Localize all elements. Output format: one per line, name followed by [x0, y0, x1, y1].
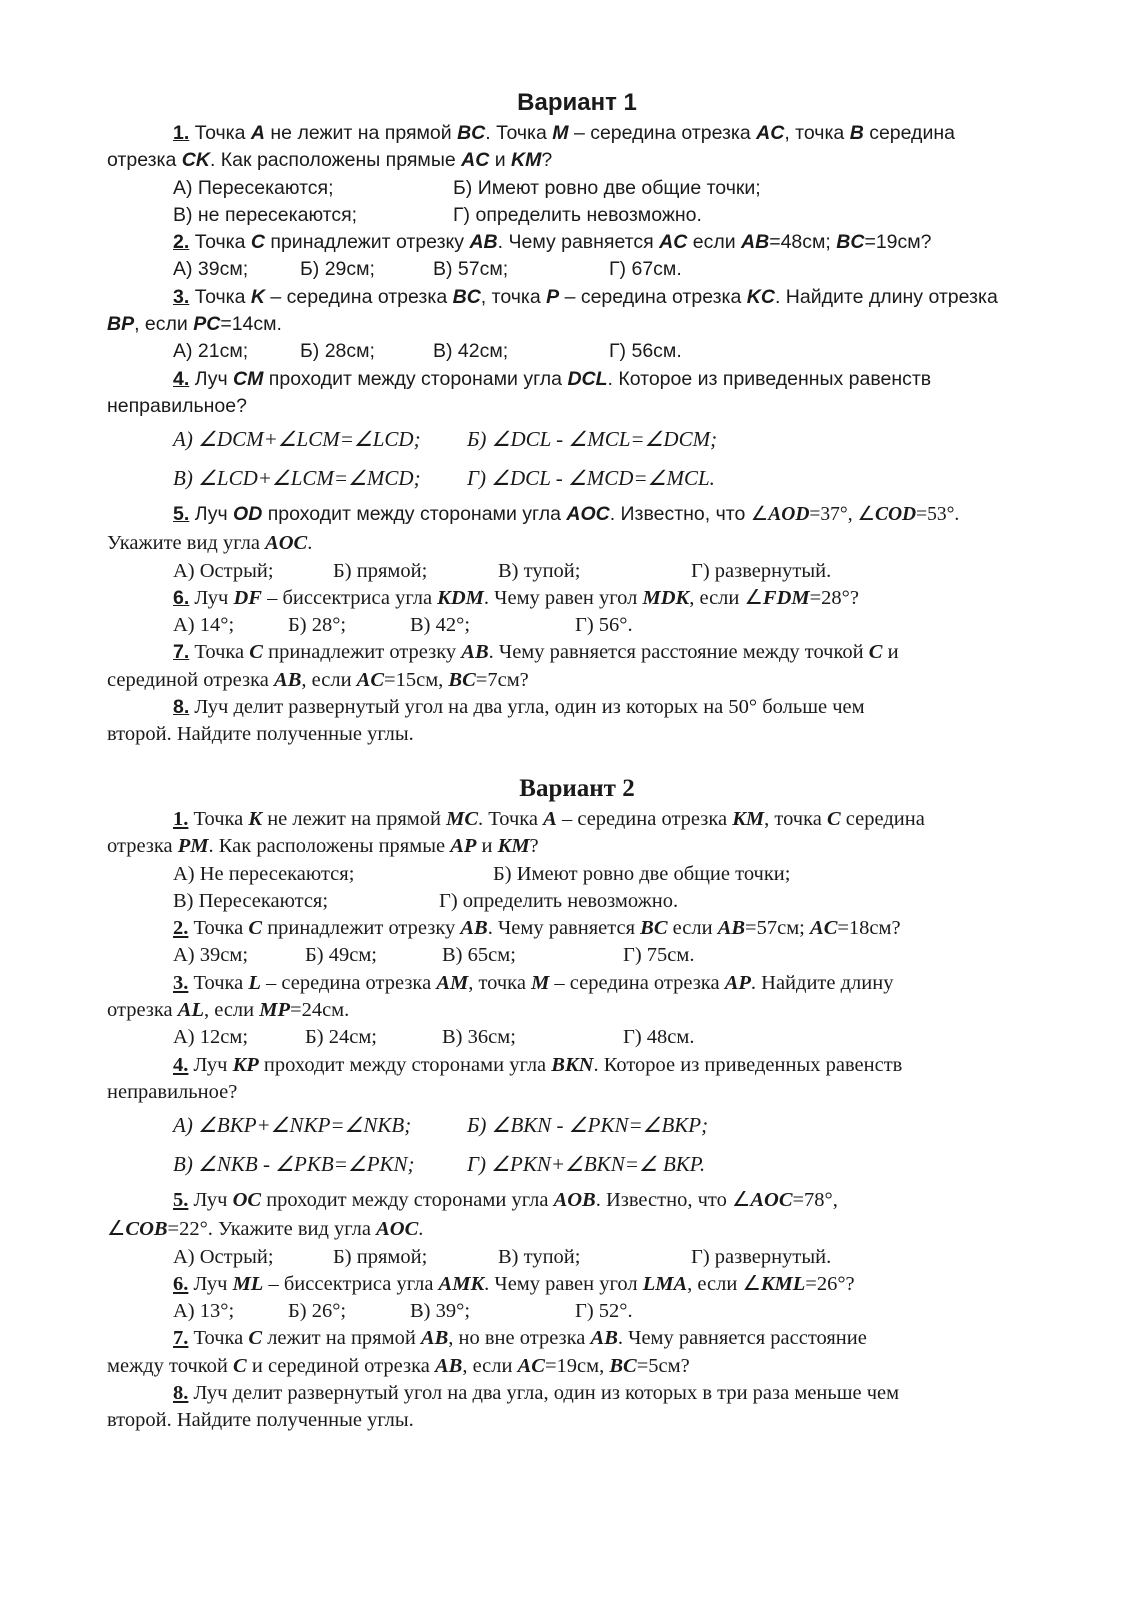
- option-a: А) 13°;: [173, 1300, 235, 1323]
- v1-q7-line1: 7. Точка C принадлежит отрезку AB. Чему равняется расстояние между точкой C и: [173, 641, 899, 664]
- question-number: 5.: [173, 1189, 189, 1212]
- question-number: 7.: [173, 1327, 189, 1350]
- option-d: Г) определить невозможно.: [439, 889, 679, 912]
- v2-q5-options: [107, 1244, 1047, 1271]
- question-number: 2.: [173, 917, 189, 940]
- v1-q5-line2: Укажите вид угла AOC.: [107, 532, 313, 555]
- v2-q1-options-row2: [107, 888, 1047, 915]
- option-d: Г) 56°.: [575, 614, 633, 637]
- v2-q1-options-row1: [107, 861, 1047, 888]
- option-a: А) ∠BKP+∠NKP=∠NKB;: [173, 1113, 412, 1138]
- variant-1: [107, 86, 1047, 749]
- option-c: В) тупой;: [498, 559, 581, 582]
- v1-q1-line2: отрезка CK. Как расположены прямые AC и KM?: [107, 149, 553, 172]
- v1-q4-options-row2: [107, 459, 1047, 498]
- question-number: 5.: [173, 503, 190, 526]
- v1-q4-line1: 4. Луч CM проходит между сторонами угла DCL. Которое из приведенных равенств: [173, 367, 932, 390]
- option-a: А) Не пересекаются;: [173, 862, 355, 885]
- v1-q2-line1: 2. Точка C принадлежит отрезку AB. Чему равняется AC если AB=48см; BC=19см?: [173, 231, 932, 254]
- question-number: 7.: [173, 641, 190, 664]
- question-number: 6.: [173, 1272, 189, 1295]
- v2-q4-options-row2: [107, 1145, 1047, 1184]
- option-a: А) Пересекаются;: [173, 176, 334, 199]
- option-a: А) 12см;: [173, 1026, 249, 1049]
- option-b: Б) Имеют ровно две общие точки;: [493, 862, 791, 885]
- option-b: Б) 29см;: [300, 258, 375, 281]
- option-d: Г) 56см.: [609, 340, 682, 363]
- option-c: В) не пересекаются;: [173, 203, 358, 226]
- option-d: Г) 48см.: [623, 1026, 695, 1049]
- v1-q1-line1: 1. Точка A не лежит на прямой BC. Точка M – середина отрезка AC, точка B середина: [173, 122, 955, 144]
- v2-q2-options: [107, 942, 1047, 969]
- option-b: Б) ∠BKN - ∠PKN=∠BKP;: [467, 1113, 709, 1138]
- option-b: Б) ∠DCL - ∠MCL=∠DCM;: [467, 427, 718, 452]
- option-c: В) ∠LCD+∠LCM=∠MCD;: [173, 466, 421, 491]
- v2-q7-line2: между точкой C и серединой отрезка AB, если AC=19см, BC=5см?: [107, 1354, 690, 1377]
- option-d: Г) 67см.: [609, 258, 682, 281]
- v1-q3-options: [107, 338, 1047, 365]
- option-c: В) 39°;: [410, 1300, 471, 1323]
- option-c: В) Пересекаются;: [173, 889, 329, 912]
- v2-q2-line1: 2. Точка C принадлежит отрезку AB. Чему равняется BC если AB=57см; AC=18см?: [173, 917, 901, 940]
- option-d: Г) ∠DCL - ∠MCD=∠MCL.: [467, 466, 715, 491]
- v2-q5-line1: 5. Луч OC проходит между сторонами угла AOB. Известно, что ∠AOC=78°,: [173, 1189, 838, 1212]
- question-number: 1.: [173, 122, 190, 144]
- v1-q3-line2: BP, если PC=14см.: [107, 313, 282, 336]
- v1-q5-line1: 5. Луч OD проходит между сторонами угла AOC. Известно, что ∠AOD=37°, ∠COD=53°.: [173, 503, 960, 526]
- v1-q6-options: [107, 612, 1047, 639]
- variant-2: [107, 772, 1047, 1435]
- v1-q1-options-row1: [107, 175, 1047, 202]
- v1-q8-line1: 8. Луч делит развернутый угол на два угла, один из которых на 50° больше чем: [173, 696, 865, 719]
- option-a: А) 39см;: [173, 258, 249, 281]
- v2-q5-line2: ∠COB=22°. Укажите вид угла AOC.: [107, 1218, 424, 1241]
- option-a: А) 39см;: [173, 944, 249, 967]
- option-b: Б) 24см;: [305, 1026, 377, 1049]
- question-number: 8.: [173, 1382, 189, 1405]
- v1-q8-line2: второй. Найдите полученные углы.: [107, 723, 414, 746]
- option-d: Г) определить невозможно.: [453, 203, 702, 226]
- option-d: Г) 52°.: [575, 1300, 633, 1323]
- question-number: 3.: [173, 285, 190, 308]
- v2-q8-line2: второй. Найдите полученные углы.: [107, 1409, 414, 1432]
- option-c: В) 42см;: [433, 340, 509, 363]
- v2-q6-line1: 6. Луч ML – биссектриса угла AMK. Чему равен угол LMA, если ∠KML=26°?: [173, 1272, 855, 1295]
- option-a: А) 14°;: [173, 614, 235, 637]
- option-d: Г) развернутый.: [691, 559, 832, 582]
- v1-q4-options-row1: [107, 420, 1047, 459]
- v1-q1-options-row2: [107, 202, 1047, 229]
- v2-q4-options-row1: [107, 1106, 1047, 1145]
- option-c: В) тупой;: [498, 1245, 581, 1268]
- variant-1-title: Вариант 1: [517, 89, 637, 116]
- variant-2-title: Вариант 2: [519, 775, 635, 802]
- question-number: 4.: [173, 1053, 189, 1076]
- option-c: В) 57см;: [433, 258, 509, 281]
- option-c: В) 65см;: [442, 944, 516, 967]
- option-b: Б) Имеют ровно две общие точки;: [453, 176, 761, 199]
- option-a: А) Острый;: [173, 559, 274, 582]
- v1-q5-options: [107, 558, 1047, 585]
- option-d: Г) 75см.: [623, 944, 695, 967]
- v1-q3-line1: 3. Точка K – середина отрезка BC, точка P – середина отрезка KC. Найдите длину отрезка: [173, 285, 998, 308]
- option-c: В) 42°;: [410, 614, 471, 637]
- v2-q4-line1: 4. Луч KP проходит между сторонами угла BKN. Которое из приведенных равенств: [173, 1053, 903, 1076]
- option-a: А) ∠DCM+∠LCM=∠LCD;: [173, 427, 421, 452]
- option-b: Б) прямой;: [333, 1245, 428, 1268]
- v2-q1-line2: отрезка PM. Как расположены прямые AP и KM?: [107, 835, 539, 858]
- question-number: 4.: [173, 367, 190, 390]
- option-c: В) ∠NKB - ∠PKB=∠PKN;: [173, 1152, 415, 1177]
- option-b: Б) прямой;: [333, 559, 428, 582]
- v2-q3-line1: 3. Точка L – середина отрезка AM, точка M – середина отрезка AP. Найдите длину: [173, 971, 894, 994]
- v2-q6-options: [107, 1298, 1047, 1325]
- v2-q4-line2: неправильное?: [107, 1080, 238, 1103]
- question-number: 8.: [173, 696, 190, 719]
- v2-q8-line1: 8. Луч делит развернутый угол на два угла, один из которых в три раза меньше чем: [173, 1382, 900, 1405]
- v2-q1-line1: 1. Точка K не лежит на прямой MC. Точка A – середина отрезка KM, точка C середина: [173, 808, 925, 830]
- option-b: Б) 49см;: [305, 944, 377, 967]
- v1-q6-line1: 6. Луч DF – биссектриса угла KDM. Чему равен угол MDK, если ∠FDM=28°?: [173, 586, 859, 609]
- v1-q4-line2: неправильное?: [107, 394, 247, 417]
- option-b: Б) 28см;: [300, 340, 375, 363]
- option-a: А) Острый;: [173, 1245, 274, 1268]
- v1-q7-line2: серединой отрезка AB, если AC=15см, BC=7см?: [107, 668, 529, 691]
- option-b: Б) 28°;: [288, 614, 347, 637]
- v1-q2-options: [107, 256, 1047, 283]
- question-number: 6.: [173, 586, 190, 609]
- v2-q7-line1: 7. Точка C лежит на прямой AB, но вне отрезка AB. Чему равняется расстояние: [173, 1327, 867, 1350]
- question-number: 3.: [173, 971, 189, 994]
- question-number: 1.: [173, 808, 189, 830]
- option-d: Г) ∠PKN+∠BKN=∠ BKP.: [467, 1152, 706, 1177]
- option-c: В) 36см;: [442, 1026, 516, 1049]
- v2-q3-line2: отрезка AL, если MP=24см.: [107, 999, 350, 1022]
- option-a: А) 21см;: [173, 340, 249, 363]
- option-d: Г) развернутый.: [691, 1245, 832, 1268]
- v2-q3-options: [107, 1024, 1047, 1051]
- question-number: 2.: [173, 231, 190, 254]
- option-b: Б) 26°;: [288, 1300, 347, 1323]
